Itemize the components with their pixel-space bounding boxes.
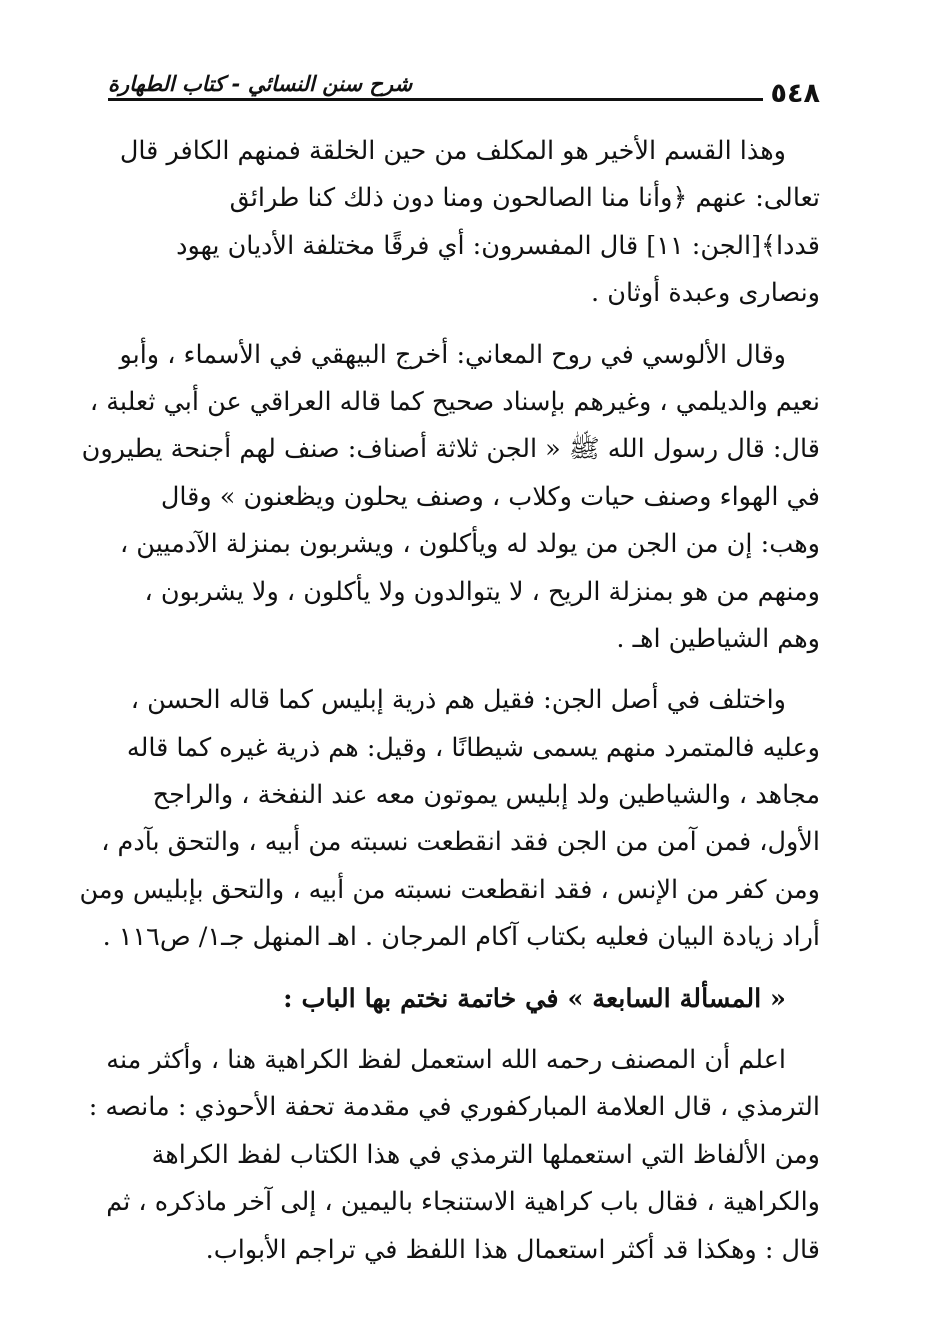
- paragraph-1: [108, 128, 820, 318]
- text-line: ونصارى وعبدة أوثان .: [591, 278, 820, 309]
- text-line: أراد زيادة البيان فعليه بكتاب آكام المرجان . اهـ المنهل جـ١/ ص١١٦ .: [102, 922, 820, 953]
- text-line: وهم الشياطين اهـ .: [616, 623, 820, 654]
- text-line: قددا﴾[الجن: ١١] قال المفسرون: أي فرقًا مختلفة الأديان يهود: [176, 230, 820, 261]
- text-line: وهب: إن من الجن من يولد له ويأكلون ، ويشربون بمنزلة الآدميين ،: [119, 529, 820, 560]
- text-line: تعالى: عنهم ﴿وأنا منا الصالحون ومنا دون ذلك كنا طرائق: [229, 183, 820, 214]
- page-header: [108, 70, 820, 114]
- paragraph-3: [79, 677, 820, 961]
- section-heading: [108, 976, 820, 1023]
- text-line: وهذا القسم الأخير هو المكلف من حين الخلقة فمنهم الكافر قال: [119, 136, 786, 166]
- text-line: ومن الألفاظ التي استعملها الترمذي في هذا الكتاب لفظ الكراهة: [151, 1139, 820, 1170]
- text-line: قال : وهكذا قد أكثر استعمال هذا اللفظ في تراجم الأبواب.: [205, 1234, 820, 1265]
- page-number: ٥٤٨: [763, 78, 820, 109]
- text-line: الترمذي ، قال العلامة المباركفوري في مقدمة تحفة الأحوذي : مانصه :: [88, 1092, 820, 1123]
- text-line: مجاهد ، والشياطين ولد إبليس يموتون معه عند النفخة ، والراجح: [152, 780, 820, 811]
- text-line: والكراهية ، فقال باب كراهية الاستنجاء باليمين ، إلى آخر ماذكره ، ثم: [106, 1187, 820, 1218]
- paragraph-2: [81, 332, 820, 664]
- text-line: في الهواء وصنف حيات وكلاب ، وصنف يحلون ويظعنون » وقال: [160, 481, 820, 512]
- text-line: وعليه فالمتمرد منهم يسمى شيطانًا ، وقيل: هم ذرية غيره كما قاله: [126, 732, 820, 763]
- text-line: قال: قال رسول الله ﷺ « الجن ثلاثة أصناف: صنف لهم أجنحة يطيرون: [81, 434, 820, 465]
- text-line: الأول، فمن آمن من الجن فقد انقطعت نسبته من أبيه ، والتحق بآدم ،: [101, 827, 820, 858]
- text-line: ومن كفر من الإنس ، فقد انقطعت نسبته من أبيه ، والتحق بإبليس ومن: [79, 874, 820, 905]
- text-line: وقال الألوسي في روح المعاني: أخرج البيهقي في الأسماء ، وأبو: [119, 339, 786, 370]
- section-heading-line: « المسألة السابعة » في خاتمة نختم بها الباب :: [283, 983, 786, 1014]
- page-body: [79, 128, 820, 1288]
- text-line: اعلم أن المصنف رحمه الله استعمل لفظ الكراهية هنا ، وأكثر منه: [106, 1045, 786, 1076]
- text-line: نعيم والديلمي ، وغيرهم بإسناد صحيح كما قاله العراقي عن أبي ثعلبة ،: [89, 386, 820, 417]
- paragraph-5: [88, 1037, 820, 1274]
- text-line: ومنهم من هو بمنزلة الريح ، لا يتوالدون ولا يأكلون ، ولا يشربون ،: [144, 576, 820, 607]
- header-rule: [108, 98, 820, 101]
- book-title: شرح سنن النسائي - كتاب الطهارة: [108, 72, 418, 96]
- text-line: واختلف في أصل الجن: فقيل هم ذرية إبليس كما قاله الحسن ،: [130, 685, 786, 716]
